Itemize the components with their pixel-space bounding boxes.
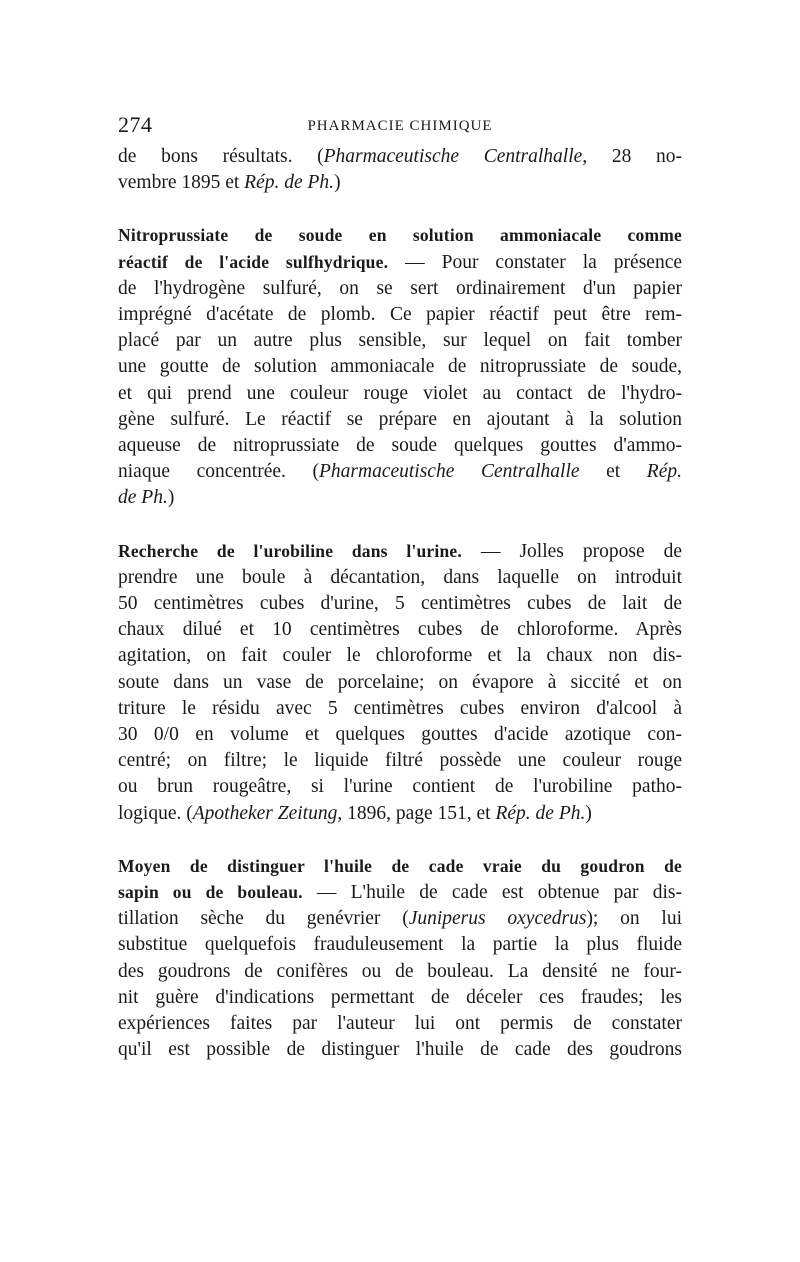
text-line: gène sulfuré. Le réactif se prépare en ajoutant à la solution — [118, 408, 682, 430]
text-line: nit guère d'indications permettant de déceler ces fraudes; les — [118, 986, 682, 1008]
section-heading: Recherche de l'urobiline dans l'urine. — [118, 540, 462, 561]
text-line: qu'il est possible de distinguer l'huile de cade des goudrons — [118, 1039, 682, 1061]
text-line: centré; on filtre; le liquide filtré possède une couleur rouge — [118, 750, 682, 772]
book-page — [118, 112, 682, 1064]
text-line: soute dans un vase de porcelaine; on évapore à siccité et on — [118, 671, 682, 693]
text-line: des goudrons de conifères ou de bouleau. La densité ne four- — [118, 960, 682, 982]
text-line: une goutte de solution ammoniacale de nitroprussiate de soude, — [118, 356, 682, 378]
text-line: agitation, on fait couler le chloroforme et la chaux non dis- — [118, 645, 682, 667]
section-heading: sapin ou de bouleau. — [118, 882, 303, 903]
text-line: sapin ou de bouleau. — L'huile de cade est obtenue par dis- — [118, 882, 682, 904]
paragraph-continuation — [118, 144, 682, 196]
text-line: Recherche de l'urobiline dans l'urine. — Jolles propose de — [118, 540, 682, 562]
section-urobiline — [118, 538, 682, 827]
text-line: de l'hydrogène sulfuré, on se sert ordinairement d'un papier — [118, 277, 682, 299]
running-head — [118, 112, 682, 144]
section-heading: réactif de l'acide sulfhydrique. — [118, 251, 389, 272]
text-line: imprégné d'acétate de plomb. Ce papier réactif peut être rem- — [118, 304, 682, 326]
section-heading: Moyen de distinguer l'huile de cade vraie du goudron de — [118, 855, 682, 876]
text-line: prendre une boule à décantation, dans laquelle on introduit — [118, 566, 682, 588]
text-line: placé par un autre plus sensible, sur lequel on fait tomber — [118, 330, 682, 352]
running-title: PHARMACIE CHIMIQUE — [307, 118, 493, 134]
text-line: réactif de l'acide sulfhydrique. — Pour constater la présence — [118, 251, 683, 273]
paragraph-gap — [118, 196, 682, 222]
text-line: niaque concentrée. (Pharmaceutische Centralhalle et Rép. — [118, 461, 682, 483]
text-line: triture le résidu avec 5 centimètres cubes environ d'alcool à — [118, 697, 682, 719]
text-line: 50 centimètres cubes d'urine, 5 centimètres cubes de lait de — [118, 593, 682, 615]
section-nitroprussiate — [118, 222, 682, 511]
text-line: aqueuse de nitroprussiate de soude quelques gouttes d'ammo- — [118, 435, 682, 457]
text-line: chaux dilué et 10 centimètres cubes de chloroforme. Après — [118, 619, 682, 641]
section-heading: Nitroprussiate de soude en solution ammoniacale comme — [118, 225, 682, 246]
section-huile-de-cade — [118, 853, 682, 1064]
page-number: 274 — [118, 112, 153, 137]
text-line: substitue quelquefois frauduleusement la partie la plus fluide — [118, 934, 682, 956]
text-line: et qui prend une couleur rouge violet au contact de l'hydro- — [118, 382, 682, 404]
text-line: de Ph.) — [118, 487, 175, 509]
paragraph-gap — [118, 827, 682, 853]
text-line: logique. (Apotheker Zeitung, 1896, page 151, et Rép. de Ph.) — [118, 802, 592, 824]
paragraph-gap — [118, 512, 682, 538]
text-line: vembre 1895 et Rép. de Ph.) — [118, 172, 341, 194]
text-line: tillation sèche du genévrier (Juniperus oxycedrus); on lui — [118, 908, 682, 930]
text-line: 30 0/0 en volume et quelques gouttes d'acide azotique con- — [118, 724, 682, 746]
text-line: expériences faites par l'auteur lui ont permis de constater — [118, 1013, 682, 1035]
text-line: de bons résultats. (Pharmaceutische Centralhalle, 28 no- — [118, 146, 683, 167]
text-line: ou brun rougeâtre, si l'urine contient de l'urobiline patho- — [118, 776, 682, 798]
